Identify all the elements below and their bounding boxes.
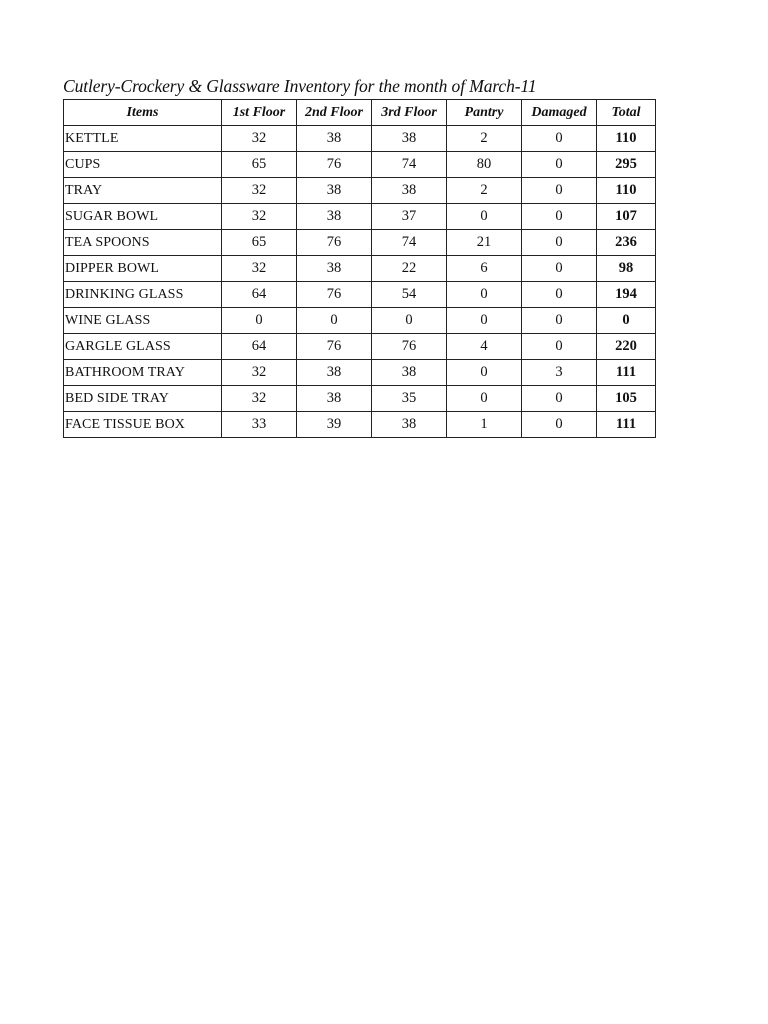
second-floor-cell: 76 bbox=[297, 152, 372, 178]
damaged-cell: 0 bbox=[522, 386, 597, 412]
item-name-cell: FACE TISSUE BOX bbox=[64, 412, 222, 438]
first-floor-cell: 32 bbox=[222, 126, 297, 152]
table-row bbox=[64, 178, 656, 204]
table-row bbox=[64, 126, 656, 152]
total-cell: 98 bbox=[597, 256, 656, 282]
third-floor-cell: 54 bbox=[372, 282, 447, 308]
item-name-cell: BATHROOM TRAY bbox=[64, 360, 222, 386]
third-floor-cell: 22 bbox=[372, 256, 447, 282]
total-cell: 111 bbox=[597, 412, 656, 438]
third-floor-cell: 76 bbox=[372, 334, 447, 360]
damaged-cell: 0 bbox=[522, 282, 597, 308]
second-floor-cell: 38 bbox=[297, 386, 372, 412]
first-floor-cell: 32 bbox=[222, 204, 297, 230]
total-cell: 111 bbox=[597, 360, 656, 386]
damaged-cell: 0 bbox=[522, 334, 597, 360]
item-name-cell: GARGLE GLASS bbox=[64, 334, 222, 360]
first-floor-cell: 32 bbox=[222, 256, 297, 282]
column-header-2nd-floor: 2nd Floor bbox=[297, 100, 372, 126]
first-floor-cell: 32 bbox=[222, 360, 297, 386]
total-cell: 236 bbox=[597, 230, 656, 256]
item-name-cell: DRINKING GLASS bbox=[64, 282, 222, 308]
sheet-title: Cutlery-Crockery & Glassware Inventory for the month of March-11 bbox=[63, 76, 537, 96]
table-row bbox=[64, 256, 656, 282]
column-header-total: Total bbox=[597, 100, 656, 126]
table-body bbox=[64, 126, 656, 438]
column-header-3rd-floor: 3rd Floor bbox=[372, 100, 447, 126]
item-name-cell: KETTLE bbox=[64, 126, 222, 152]
damaged-cell: 0 bbox=[522, 178, 597, 204]
item-name-cell: BED SIDE TRAY bbox=[64, 386, 222, 412]
pantry-cell: 0 bbox=[447, 204, 522, 230]
second-floor-cell: 76 bbox=[297, 282, 372, 308]
item-name-cell: DIPPER BOWL bbox=[64, 256, 222, 282]
pantry-cell: 4 bbox=[447, 334, 522, 360]
pantry-cell: 21 bbox=[447, 230, 522, 256]
table-row bbox=[64, 204, 656, 230]
total-cell: 295 bbox=[597, 152, 656, 178]
damaged-cell: 0 bbox=[522, 152, 597, 178]
damaged-cell: 3 bbox=[522, 360, 597, 386]
first-floor-cell: 64 bbox=[222, 334, 297, 360]
pantry-cell: 2 bbox=[447, 126, 522, 152]
damaged-cell: 0 bbox=[522, 230, 597, 256]
damaged-cell: 0 bbox=[522, 204, 597, 230]
inventory-table bbox=[63, 99, 656, 438]
item-name-cell: TEA SPOONS bbox=[64, 230, 222, 256]
column-header-1st-floor: 1st Floor bbox=[222, 100, 297, 126]
item-name-cell: WINE GLASS bbox=[64, 308, 222, 334]
table-row bbox=[64, 308, 656, 334]
table-row bbox=[64, 412, 656, 438]
pantry-cell: 0 bbox=[447, 360, 522, 386]
pantry-cell: 0 bbox=[447, 308, 522, 334]
first-floor-cell: 65 bbox=[222, 152, 297, 178]
pantry-cell: 6 bbox=[447, 256, 522, 282]
pantry-cell: 0 bbox=[447, 282, 522, 308]
first-floor-cell: 64 bbox=[222, 282, 297, 308]
total-cell: 194 bbox=[597, 282, 656, 308]
second-floor-cell: 76 bbox=[297, 334, 372, 360]
damaged-cell: 0 bbox=[522, 412, 597, 438]
third-floor-cell: 38 bbox=[372, 360, 447, 386]
table-header-row bbox=[64, 100, 656, 126]
third-floor-cell: 38 bbox=[372, 412, 447, 438]
total-cell: 0 bbox=[597, 308, 656, 334]
first-floor-cell: 32 bbox=[222, 386, 297, 412]
third-floor-cell: 0 bbox=[372, 308, 447, 334]
damaged-cell: 0 bbox=[522, 126, 597, 152]
damaged-cell: 0 bbox=[522, 256, 597, 282]
second-floor-cell: 76 bbox=[297, 230, 372, 256]
table-row bbox=[64, 334, 656, 360]
table-row bbox=[64, 360, 656, 386]
total-cell: 105 bbox=[597, 386, 656, 412]
item-name-cell: SUGAR BOWL bbox=[64, 204, 222, 230]
item-name-cell: CUPS bbox=[64, 152, 222, 178]
pantry-cell: 0 bbox=[447, 386, 522, 412]
third-floor-cell: 38 bbox=[372, 126, 447, 152]
first-floor-cell: 65 bbox=[222, 230, 297, 256]
total-cell: 110 bbox=[597, 178, 656, 204]
second-floor-cell: 38 bbox=[297, 126, 372, 152]
total-cell: 110 bbox=[597, 126, 656, 152]
third-floor-cell: 37 bbox=[372, 204, 447, 230]
third-floor-cell: 38 bbox=[372, 178, 447, 204]
second-floor-cell: 38 bbox=[297, 204, 372, 230]
column-header-damaged: Damaged bbox=[522, 100, 597, 126]
third-floor-cell: 74 bbox=[372, 152, 447, 178]
second-floor-cell: 38 bbox=[297, 256, 372, 282]
table-row bbox=[64, 152, 656, 178]
damaged-cell: 0 bbox=[522, 308, 597, 334]
first-floor-cell: 33 bbox=[222, 412, 297, 438]
pantry-cell: 1 bbox=[447, 412, 522, 438]
table-row bbox=[64, 230, 656, 256]
second-floor-cell: 38 bbox=[297, 178, 372, 204]
second-floor-cell: 0 bbox=[297, 308, 372, 334]
table-row bbox=[64, 282, 656, 308]
table-row bbox=[64, 386, 656, 412]
second-floor-cell: 39 bbox=[297, 412, 372, 438]
pantry-cell: 2 bbox=[447, 178, 522, 204]
item-name-cell: TRAY bbox=[64, 178, 222, 204]
first-floor-cell: 32 bbox=[222, 178, 297, 204]
total-cell: 220 bbox=[597, 334, 656, 360]
inventory-sheet bbox=[63, 74, 655, 438]
third-floor-cell: 74 bbox=[372, 230, 447, 256]
pantry-cell: 80 bbox=[447, 152, 522, 178]
total-cell: 107 bbox=[597, 204, 656, 230]
third-floor-cell: 35 bbox=[372, 386, 447, 412]
column-header-items: Items bbox=[64, 100, 222, 126]
column-header-pantry: Pantry bbox=[447, 100, 522, 126]
first-floor-cell: 0 bbox=[222, 308, 297, 334]
second-floor-cell: 38 bbox=[297, 360, 372, 386]
